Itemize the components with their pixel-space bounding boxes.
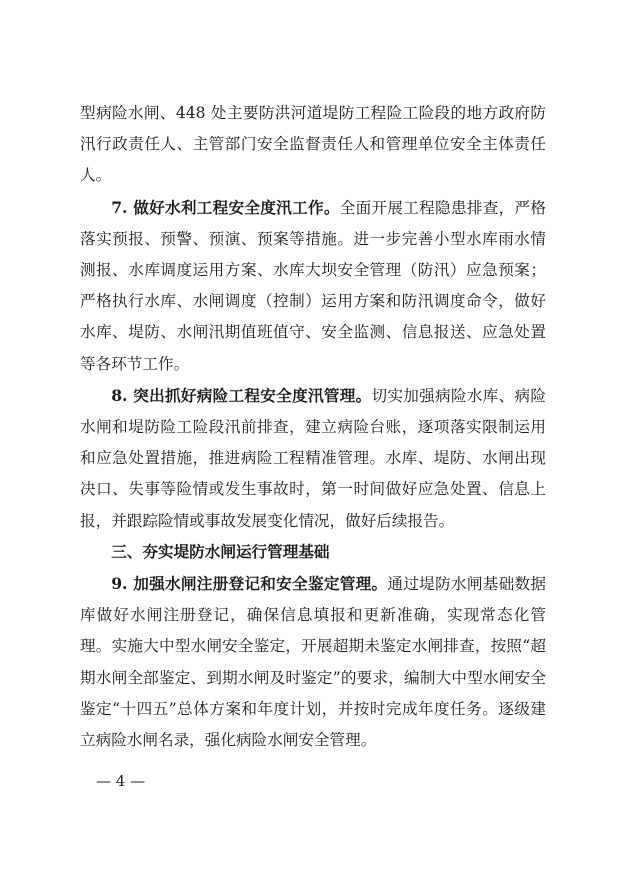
paragraph-continued [80,98,546,192]
paragraph-7-text: 全面开展工程隐患排查，严格落实预报、预警、预演、预案等措施。进一步完善小型水库雨水情测报、水库调度运用方案、水库大坝安全管理（防汛）应急预案；严格执行水库、水闸调度（控制）运用方案和防汛调度命令，做好水库、堤防、水闸汛期值班值守、安全监测、信息报送、应急处置等各环节工作。 [80,198,546,373]
paragraph-continued-text: 型病险水闸、448 处主要防洪河道堤防工程险工险段的地方政府防汛行政责任人、主管部门安全监督责任人和管理单位安全主体责任人。 [80,104,546,185]
paragraph-9-text: 通过堤防水闸基础数据库做好水闸注册登记，确保信息填报和更新准确，实现常态化管理。实施大中型水闸安全鉴定，开展超期未鉴定水闸排查，按照“超期水闸全部鉴定、到期水闸及时鉴定”的要求，编制大中型水闸安全鉴定“十四五”总体方案和年度计划，并按时完成年度任务。逐级建立病险水闸名录，强化病险水闸安全管理。 [80,575,546,750]
page-number: — 4 — [96,772,146,790]
paragraph-8-text: 切实加强病险水库、病险水闸和堤防险工险段汛前排查，建立病险台账，逐项落实限制运用和应急处置措施，推进病险工程精准管理。水库、堤防、水闸出现决口、失事等险情或发生事故时，第一时间做好应急处置、信息上报，并跟踪险情或事故发展变化情况，做好后续报告。 [80,386,546,530]
paragraph-7-title: 7. 做好水利工程安全度汛工作。 [111,197,340,217]
paragraph-8-title: 8. 突出抓好病险工程安全度汛管理。 [111,385,372,405]
paragraph-9-title: 9. 加强水闸注册登记和安全鉴定管理。 [111,574,388,594]
document-body [80,98,546,756]
paragraph-9 [80,568,546,756]
paragraph-8 [80,380,546,537]
paragraph-7 [80,192,546,380]
section-heading: 三、夯实堤防水闸运行管理基础 [111,542,330,561]
